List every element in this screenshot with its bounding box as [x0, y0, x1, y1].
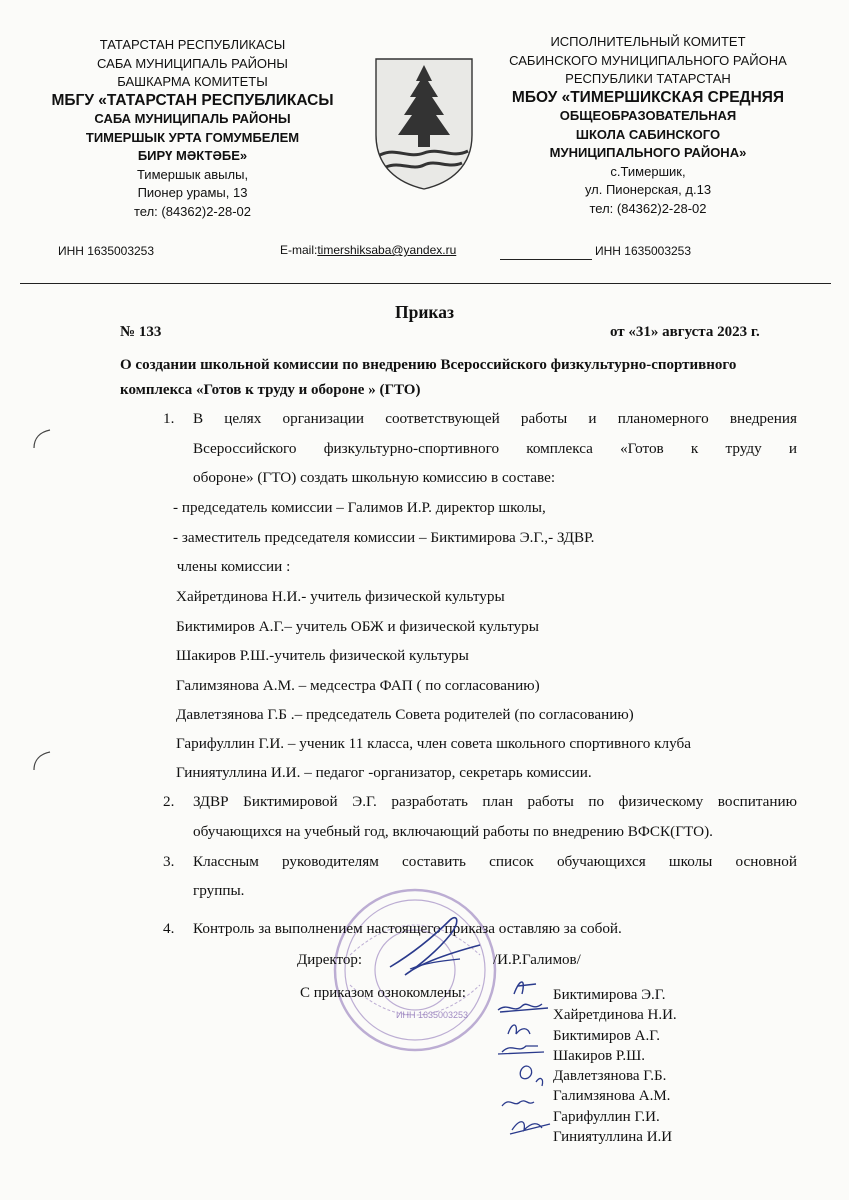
email-link[interactable]: timershiksaba@yandex.ru: [317, 243, 457, 257]
binder-punch-mark: [32, 428, 52, 452]
item-1-line: обороне» (ГТО) создать школьную комиссию в составе:: [193, 469, 556, 486]
member-item: Галимзянова А.М. – медсестра ФАП ( по согласованию): [176, 677, 540, 694]
item-number: 1.: [163, 410, 175, 427]
header-right-line: ИСПОЛНИТЕЛЬНЫЙ КОМИТЕТ: [550, 34, 746, 49]
header-left-line: БАШКАРМА КОМИТЕТЫ: [117, 74, 268, 89]
item-number: 4.: [163, 920, 175, 937]
acquainted-name: Гиниятуллина И.И: [553, 1129, 673, 1146]
header-left-line: Тимершык авылы,: [136, 166, 249, 182]
commission-chair: - председатель комиссии – Галимов И.Р. директор школы,: [173, 499, 546, 516]
member-item: Биктимиров А.Г.– учитель ОБЖ и физической культуры: [176, 618, 539, 635]
inn-right: ИНН 1635003253: [595, 244, 692, 258]
email-line: [280, 243, 456, 257]
header-divider: [20, 283, 831, 284]
item-number: 3.: [163, 853, 175, 870]
member-item: Гиниятуллина И.И. – педагог -организатор, секретарь комиссии.: [176, 764, 592, 781]
email-underline: [500, 259, 592, 260]
binder-punch-mark: [32, 750, 52, 774]
order-date: от «31» августа 2023 г.: [610, 324, 760, 340]
item-3-line: Классным руководителям составить список обучающихся школы основной: [193, 853, 797, 870]
header-right-line: САБИНСКОГО МУНИЦИПАЛЬНОГО РАЙОНА: [509, 52, 787, 68]
order-title: Приказ: [394, 302, 455, 322]
director-signature: [380, 905, 490, 985]
acquainted-signatures: [492, 972, 556, 1142]
header-left-line: БИРҮ МӘКТӘБЕ»: [137, 148, 248, 163]
item-4-line: Контроль за выполнением настоящего приказа оставляю за собой.: [193, 920, 622, 937]
acquainted-name: Галимзянова А.М.: [553, 1088, 671, 1105]
item-2-line: обучающихся на учебный год, включающий работы по внедрению ВФСК(ГТО).: [193, 823, 713, 840]
acquainted-name: Гарифуллин Г.И.: [553, 1108, 660, 1125]
header-left-line: САБА МУНИЦИПАЛЬ РАЙОНЫ: [94, 111, 291, 126]
header-right-line: ОБЩЕОБРАЗОВАТЕЛЬНАЯ: [559, 108, 737, 123]
header-left-block: [20, 36, 365, 221]
member-item: Хайретдинова Н.И.- учитель физической культуры: [176, 588, 505, 605]
member-item: Давлетзянова Г.Б .– председатель Совета родителей (по согласованию): [176, 706, 634, 723]
header-left-phone: тел: (84362)2-28-02: [133, 203, 252, 219]
order-subject: О создании школьной комиссии по внедрению Всероссийского физкультурно-спортивного комплекса «Готов к труду и обороне » (ГТО): [120, 357, 737, 398]
order-number: № 133: [120, 324, 162, 340]
header-right-line: МУНИЦИПАЛЬНОГО РАЙОНА»: [549, 145, 747, 160]
header-right-line: ул. Пионерская, д.13: [584, 182, 712, 197]
header-right-line: ШКОЛА САБИНСКОГО: [575, 126, 721, 142]
item-number: 2.: [163, 793, 175, 810]
item-2-line: ЗДВР Биктимировой Э.Г. разработать план работы по физическому воспитанию: [193, 793, 797, 810]
acquainted-name: Давлетзянова Г.Б.: [553, 1068, 667, 1085]
stamp-inn: ИНН 1635003253: [396, 1010, 469, 1020]
director-name: /И.Р.Галимов/: [493, 952, 581, 968]
item-3-line: группы.: [193, 882, 245, 899]
commission-deputy: - заместитель председателя комиссии – Биктимирова Э.Г.,- ЗДВР.: [173, 529, 595, 546]
header-left-line: ТИМЕРШЫК УРТА ГОМУМБЕЛЕМ: [85, 129, 300, 145]
email-prefix: E-mail:: [280, 243, 318, 257]
inn-left: ИНН 1635003253: [58, 244, 155, 258]
acquainted-name: Шакиров Р.Ш.: [553, 1047, 646, 1064]
acquainted-name: Биктимиров А.Г.: [553, 1027, 660, 1044]
coat-of-arms-emblem: [372, 55, 476, 192]
acquainted-label: С приказом ознокомлены:: [300, 985, 466, 1001]
acquainted-list: [553, 985, 677, 1147]
member-item: Шакиров Р.Ш.-учитель физической культуры: [176, 647, 469, 664]
header-right-line: РЕСПУБЛИКИ ТАТАРСТАН: [565, 71, 731, 86]
item-1-line: Всероссийского физкультурно-спортивного комплекса «Готов к труду и: [193, 440, 797, 457]
member-item: Гарифуллин Г.И. – ученик 11 класса, член совета школьного спортивного клуба: [176, 735, 691, 752]
header-left-line: ТАТАРСТАН РЕСПУБЛИКАСЫ: [99, 37, 286, 52]
director-label: Директор:: [297, 952, 363, 968]
members-label: члены комиссии :: [173, 558, 291, 575]
header-left-school: МБГУ «ТАТАРСТАН РЕСПУБЛИКАСЫ: [51, 91, 334, 109]
header-right-phone: тел: (84362)2-28-02: [589, 200, 707, 216]
header-left-line: САБА МУНИЦИПАЛЬ РАЙОНЫ: [97, 55, 288, 71]
header-right-line: с.Тимершик,: [610, 163, 686, 179]
acquainted-name: Хайретдинова Н.И.: [553, 1007, 677, 1024]
header-right-school: МБОУ «ТИМЕРШИКСКАЯ СРЕДНЯЯ: [511, 88, 785, 106]
header-left-line: Пионер урамы, 13: [137, 185, 248, 200]
acquainted-name: Биктимирова Э.Г.: [553, 987, 666, 1003]
header-right-block: [478, 33, 818, 218]
item-1-line: В целях организации соответствующей работы и планомерного внедрения: [193, 410, 797, 427]
